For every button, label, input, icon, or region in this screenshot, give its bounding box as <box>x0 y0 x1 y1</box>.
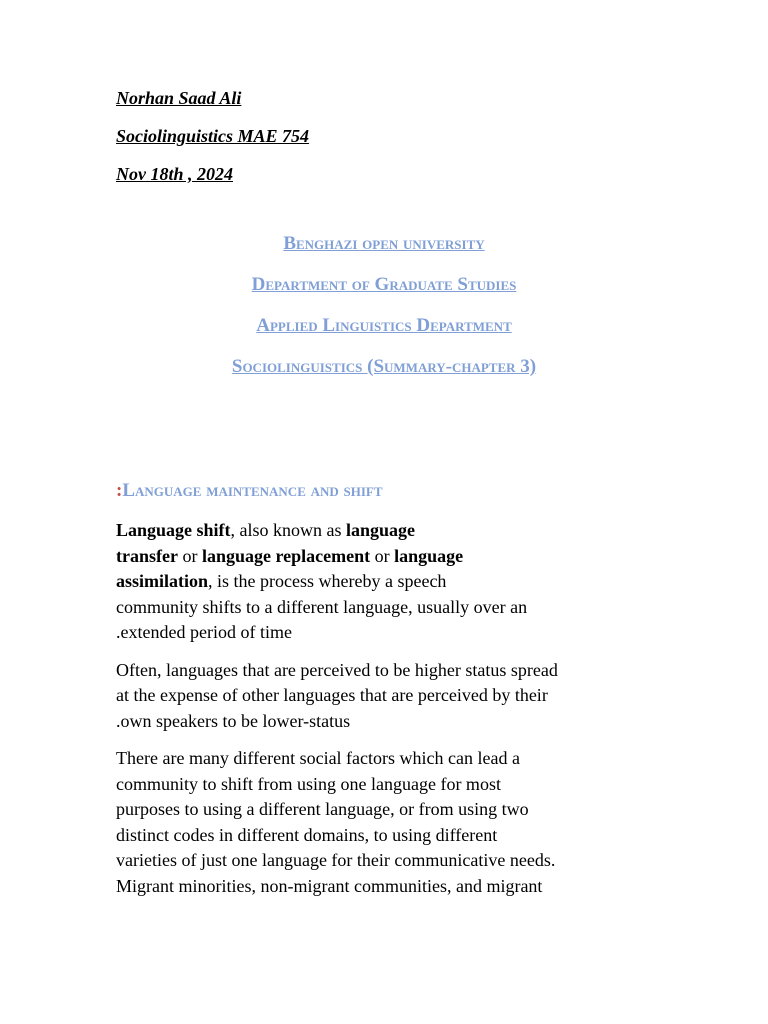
text-span: .extended period of time <box>116 622 292 642</box>
text-span: , also known as <box>230 520 347 540</box>
text-line: at the expense of other languages that are perceived by their <box>116 685 548 705</box>
term-language-assimilation-1: language <box>394 545 464 566</box>
section-heading <box>116 480 383 502</box>
text-span: community shifts to a different language, usually over an <box>116 596 528 617</box>
text-line: community to shift from using one language for most <box>116 773 501 794</box>
applied-department-title: Applied Linguistics Department <box>256 315 512 336</box>
term-language-shift: Language shift <box>116 520 231 540</box>
paragraph-social-factors <box>116 746 636 899</box>
text-span: or <box>370 545 395 566</box>
text-span: or <box>177 545 202 566</box>
graduate-department-title: Department of Graduate Studies <box>251 274 517 295</box>
text-line: There are many different social factors which can lead a <box>116 748 520 768</box>
document-header <box>116 88 309 202</box>
term-language-replacement: language replacement <box>201 545 371 566</box>
author-name: Norhan Saad Ali <box>116 88 242 108</box>
subject-title: Sociolinguistics (Summary-chapter 3) <box>231 356 537 377</box>
term-language-transfer-2: transfer <box>116 545 178 566</box>
text-line: Often, languages that are perceived to be higher status spread <box>116 659 558 680</box>
term-language-transfer-1: language <box>346 520 416 540</box>
text-line: Migrant minorities, non-migrant communities, and migrant <box>116 875 543 896</box>
text-span: , is the process whereby a speech <box>208 571 447 591</box>
university-title: Benghazi open university <box>283 233 485 254</box>
term-language-assimilation-2: assimilation <box>116 571 209 591</box>
title-block <box>0 233 768 397</box>
paragraph-status <box>116 658 636 735</box>
document-date: Nov 18th , 2024 <box>116 164 233 184</box>
text-line: .own speakers to be lower-status <box>116 710 351 731</box>
text-line: distinct codes in different domains, to using different <box>116 824 498 845</box>
text-line: purposes to using a different language, or from using two <box>116 799 529 819</box>
document-body <box>116 518 636 911</box>
course-code: Sociolinguistics MAE 754 <box>116 126 310 146</box>
section-heading-colon: : <box>116 480 123 501</box>
paragraph-language-shift <box>116 518 636 646</box>
section-heading-text: Language maintenance and shift <box>122 480 383 501</box>
text-line: varieties of just one language for their communicative needs. <box>116 850 556 870</box>
